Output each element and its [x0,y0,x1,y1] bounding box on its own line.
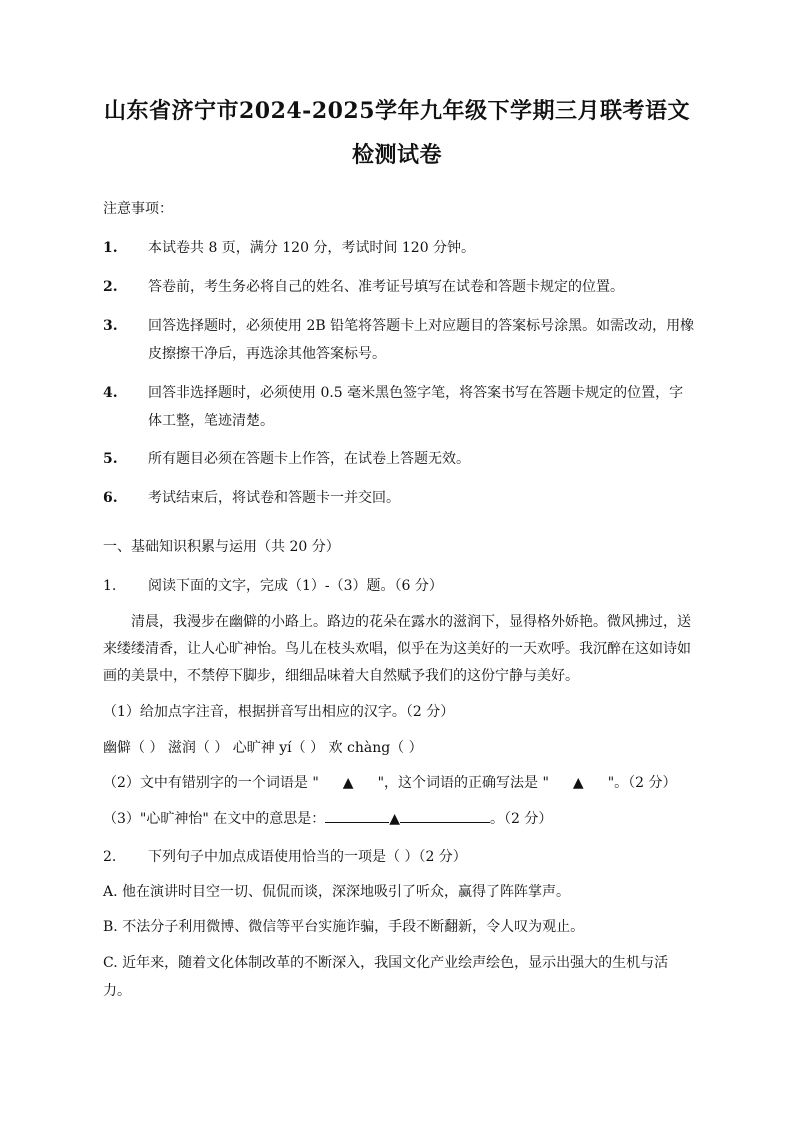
notice-item-5: 所有题目必须在答题卡上作答，在试卷上答题无效。 [148,451,470,467]
notice-item-3: 回答选择题时，必须使用 2B 铅笔将答题卡上对应题目的答案标号涂黑。如需改动，用橡 [148,318,695,334]
notice-item-2-num: 2. [103,279,118,295]
q1-sub2-part-c: "。（2 分） [607,775,677,791]
q2-option-c: C. 近年来，随着文化体制改革的不断深入，我国文化产业绘声绘色，显示出强大的生机与活 [103,955,669,971]
exam-title-line1: 山东省济宁市2024-2025学年九年级下学期三月联考语文 [103,98,691,124]
notice-item-4-cont: 体工整，笔迹清楚。 [148,413,274,429]
exam-title-line2: 检测试卷 [351,142,442,168]
q1-sub3 [103,808,552,829]
q1-sub3-part-b: 。（2 分） [490,811,553,827]
q1-sub1: （1）给加点字注音，根据拼音写出相应的汉字。（2 分） [103,704,455,720]
q2-option-a: A. 他在演讲时目空一切、侃侃而谈，深深地吸引了听众，赢得了阵阵掌声。 [103,884,571,900]
notice-item-4: 回答非选择题时，必须使用 0.5 毫米黑色签字笔，将答案书写在答题卡规定的位置，字 [148,385,684,401]
answer-blank-triangle: ▲ [389,811,401,827]
answer-blank [325,808,389,823]
notice-item-6-num: 6. [103,490,118,506]
q1-sub2-part-b: "，这个词语的正确写法是 " [377,775,549,791]
q1-passage-line1: 清晨，我漫步在幽僻的小路上。路边的花朵在露水的滋润下，显得格外娇艳。微风拂过，送 [131,614,691,630]
notice-item-4-num: 4. [103,385,118,401]
answer-blank-triangle: ▲ [342,775,354,791]
answer-blank [400,808,490,823]
q1-passage-line2: 来缕缕清香，让人心旷神怡。鸟儿在枝头欢唱，似乎在为这美好的一天欢呼。我沉醉在这如诗如 [103,641,691,657]
q1-sub3-part-a: （3）"心旷神怡" 在文中的意思是： [103,811,326,827]
notice-item-2: 答卷前，考生务必将自己的姓名、准考证号填写在试卷和答题卡规定的位置。 [148,279,624,295]
answer-blank-triangle: ▲ [572,775,584,791]
section1-heading: 一、基础知识积累与运用（共 20 分） [103,539,340,555]
q1-sub2-part-a: （2）文中有错别字的一个词语是 " [103,775,319,791]
notice-item-5-num: 5. [103,451,118,467]
q1-sub2 [103,773,677,793]
notice-item-6: 考试结束后，将试卷和答题卡一并交回。 [148,490,400,506]
notice-item-3-cont: 皮擦擦干净后，再选涂其他答案标号。 [148,346,386,362]
q1-passage-line3: 画的美景中，不禁停下脚步，细细品味着大自然赋予我们的这份宁静与美好。 [103,668,579,684]
q2-option-b: B. 不法分子利用微博、微信等平台实施诈骗，手段不断翻新，令人叹为观止。 [103,919,585,935]
q1-pinyin-line: 幽僻（ ） 滋润（ ） 心旷神 yí（ ） 欢 chàng（ ） [103,740,423,756]
notice-item-1-num: 1. [103,240,118,256]
q2-option-c-cont: 力。 [103,983,131,999]
q1-prompt: 阅读下面的文字，完成（1）-（3）题。（6 分） [148,578,443,594]
q2-prompt: 下列句子中加点成语使用恰当的一项是（ ）（2 分） [148,849,467,865]
q2-num: 2. [103,849,117,865]
notice-heading: 注意事项： [103,201,173,217]
q1-num: 1. [103,578,117,594]
notice-item-1: 本试卷共 8 页，满分 120 分，考试时间 120 分钟。 [148,240,476,256]
notice-item-3-num: 3. [103,318,118,334]
